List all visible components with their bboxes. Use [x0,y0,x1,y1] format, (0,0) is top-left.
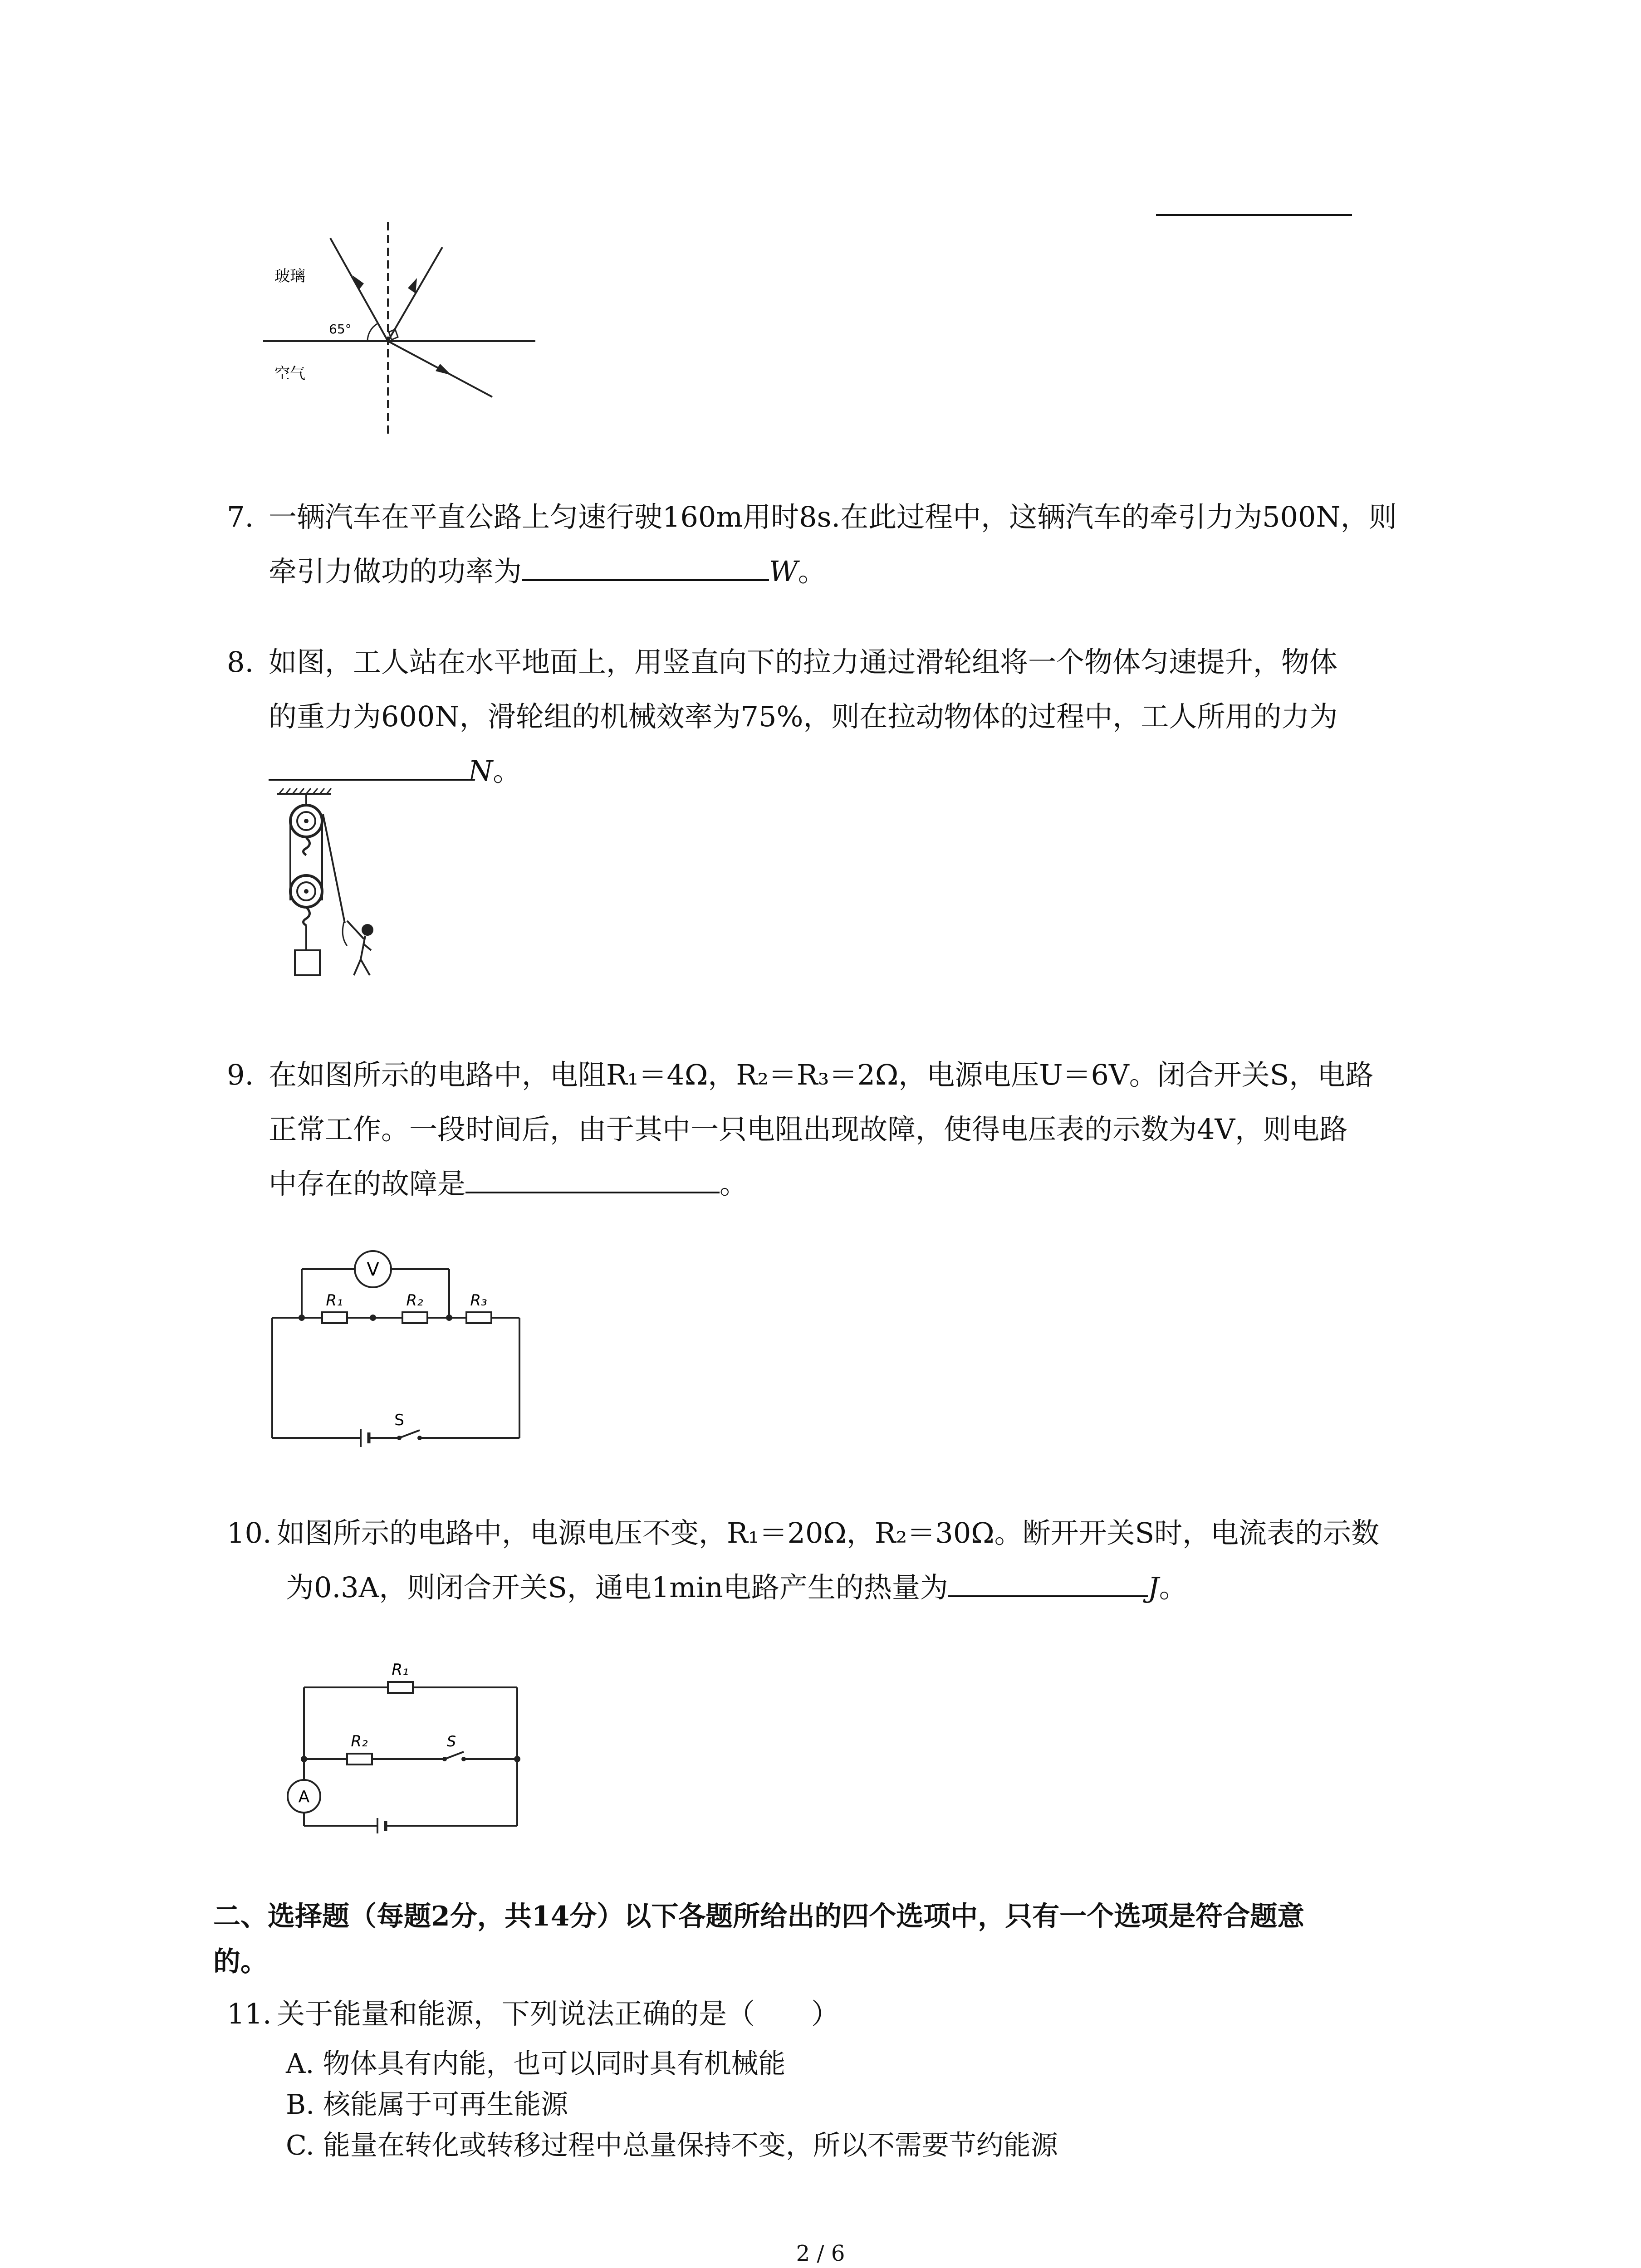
section-2-line1: 二、选择题（每题2分，共14分）以下各题所给出的四个选项中，只有一个选项是符合题意 [213,1901,1305,1932]
q9-line3-before: 中存在的故障是 [269,1167,466,1200]
q9-answer-blank[interactable] [465,1160,720,1193]
worker-head [362,924,373,936]
q9-r1-label: R₁ [326,1291,343,1310]
q8-unit: N [468,754,493,787]
refracted-arrow [436,364,451,375]
q7-line2-before: 牵引力做功的功率为 [269,555,522,588]
q10-unit: J [1147,1571,1159,1604]
q9-line2: 正常工作。一段时间后，由于其中一只电阻出现故障，使得电压表的示数为4V，则电路 [269,1113,1348,1146]
q7-number: 7. [227,500,254,533]
q9-circuit-figure [263,1247,535,1447]
q9-voltmeter-label: V [367,1259,379,1280]
reflected-ray [388,247,442,341]
hook-top [304,838,310,855]
reflected-arrow [408,278,417,293]
q8-line2: 的重力为600N，滑轮组的机械效率为75%，则在拉动物体的过程中，工人所用的力为 [269,700,1338,733]
q10-switch-blade [445,1752,464,1759]
question-10 [227,1506,1452,1615]
q10-switch-label: S [446,1733,456,1750]
q8-number: 8. [227,645,254,679]
q10-circuit-figure [277,1651,531,1837]
q10-r1-label: R₁ [392,1661,409,1679]
hook-bottom [304,907,310,925]
q7-line1: 一辆汽车在平直公路上匀速行驶160m用时8s.在此过程中，这辆汽车的牵引力为500N，则 [269,500,1397,533]
q7-line2-after: 。 [798,555,826,588]
angle-label: 65° [329,322,352,337]
section-2-line2: 的。 [213,1946,268,1978]
question-7 [227,490,1452,599]
q9-line3-after: 。 [720,1167,748,1200]
question-8 [227,635,1452,798]
q10-r2 [347,1754,372,1765]
worker-body [361,936,365,959]
refraction-figure [254,218,544,440]
q9-r2-label: R₂ [406,1291,423,1310]
q9-number: 9. [227,1058,254,1091]
rope-pull [323,814,345,923]
q9-r1 [322,1312,347,1323]
q9-r3 [466,1312,491,1323]
angle-arc [367,324,377,341]
question-9 [227,1048,1452,1211]
load-box [295,950,320,975]
q9-r2 [402,1312,427,1323]
q11-option-a[interactable]: A. 物体具有内能，也可以同时具有机械能 [286,2048,786,2080]
q10-ammeter-label: A [298,1788,310,1806]
q8-line1: 如图，工人站在水平地面上，用竖直向下的拉力通过滑轮组将一个物体匀速提升，物体 [269,645,1338,679]
q10-line1: 如图所示的电路中，电源电压不变，R₁＝20Ω，R₂＝30Ω。断开开关S时，电流表的示数 [277,1516,1380,1549]
q10-line2-before: 为0.3A，则闭合开关S，通电1min电路产生的热量为 [286,1571,948,1604]
q9-switch-blade [399,1430,420,1438]
q8-line3-after: 。 [493,754,521,787]
q8-answer-blank[interactable] [269,747,468,781]
air-label: 空气 [274,365,305,383]
q10-r2-label: R₂ [351,1732,368,1750]
q10-number: 10. [227,1516,272,1549]
q9-line1: 在如图所示的电路中，电阻R₁＝4Ω，R₂＝R₃＝2Ω，电源电压U＝6V。闭合开关S，电路 [269,1058,1374,1091]
q11-option-c[interactable]: C. 能量在转化或转移过程中总量保持不变，所以不需要节约能源 [286,2130,1058,2161]
q10-line2-after: 。 [1159,1571,1187,1604]
q11-number: 11. [227,1997,272,2030]
q10-r1 [388,1682,413,1693]
page-number: 2 / 6 [796,2241,845,2266]
q7-unit: W [769,555,798,588]
question-11 [227,1991,1452,2037]
q10-answer-blank[interactable] [948,1564,1148,1597]
q11-option-b[interactable]: B. 核能属于可再生能源 [286,2089,568,2121]
q9-r3-label: R₃ [470,1291,487,1310]
glass-label: 玻璃 [274,267,305,285]
pulley-figure [268,787,404,1005]
q11-stem: 关于能量和能源，下列说法正确的是（ ） [277,1997,840,2030]
q7-answer-blank[interactable] [522,547,769,581]
answer-blank-top[interactable] [1156,214,1352,216]
q9-switch-label: S [394,1411,404,1429]
section-2-heading [213,1894,1465,1984]
